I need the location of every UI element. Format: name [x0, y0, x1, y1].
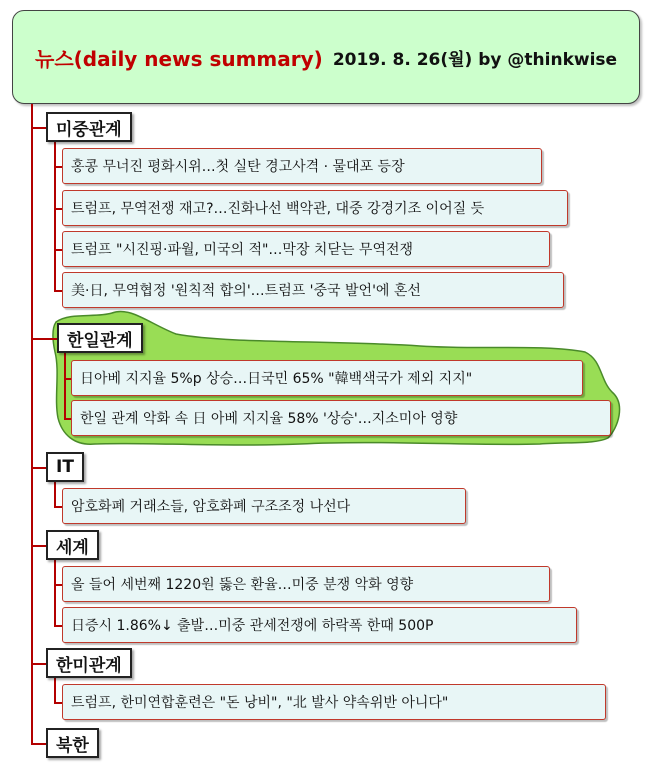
connector-item-0-0 — [54, 166, 62, 168]
category-us-china[interactable]: 미중관계 — [46, 112, 132, 142]
connector-item-0-3 — [54, 290, 62, 292]
category-north-korea[interactable]: 북한 — [46, 728, 99, 758]
connector-item-2-0 — [54, 506, 62, 508]
connector-item-3-1 — [54, 625, 62, 627]
topic-item[interactable]: 日아베 지지율 5%p 상승…日국민 65% "韓백색국가 제외 지지" — [71, 360, 583, 396]
category-it[interactable]: IT — [46, 452, 84, 482]
category-korea-us[interactable]: 한미관계 — [46, 648, 132, 678]
topic-item[interactable]: 美·日, 무역협정 '원칙적 합의'…트럼프 '중국 발언'에 혼선 — [62, 272, 564, 308]
title-meta: 2019. 8. 26(월) by @thinkwise — [332, 49, 618, 70]
title-news: 뉴스(daily news summary) — [35, 46, 323, 71]
sub-spine-3 — [54, 560, 56, 626]
connector-item-1-0 — [64, 378, 71, 380]
connector-cat-2 — [31, 467, 46, 469]
topic-item[interactable]: 트럼프 "시진핑·파월, 미국의 적"…막장 치닫는 무역전쟁 — [62, 231, 550, 267]
topic-item[interactable]: 암호화폐 거래소들, 암호화폐 구조조정 나선다 — [62, 488, 466, 524]
connector-cat-4 — [31, 663, 46, 665]
connector-item-1-1 — [64, 418, 71, 420]
connector-cat-1 — [31, 338, 57, 340]
connector-cat-5 — [31, 743, 46, 745]
topic-item[interactable]: 트럼프, 한미연합훈련은 "돈 낭비", "北 발사 약속위반 아니다" — [62, 684, 606, 720]
connector-item-4-0 — [54, 702, 62, 704]
category-korea-japan[interactable]: 한일관계 — [57, 323, 143, 353]
main-spine — [31, 104, 33, 744]
sub-spine-2 — [54, 481, 56, 507]
sub-spine-4 — [54, 677, 56, 703]
connector-cat-3 — [31, 545, 46, 547]
connector-cat-0 — [31, 127, 46, 129]
topic-item[interactable]: 올 들어 세번째 1220원 뚫은 환율…미중 분쟁 악화 영향 — [62, 566, 550, 602]
sub-spine-0 — [54, 141, 56, 291]
connector-item-0-2 — [54, 249, 62, 251]
connector-item-0-1 — [54, 208, 62, 210]
topic-item[interactable]: 日증시 1.86%↓ 출발…미중 관세전쟁에 하락폭 한때 500P — [62, 607, 577, 643]
topic-item[interactable]: 홍콩 무너진 평화시위…첫 실탄 경고사격 · 물대포 등장 — [62, 148, 542, 184]
category-world[interactable]: 세계 — [46, 530, 99, 560]
sub-spine-1 — [64, 353, 66, 419]
topic-item[interactable]: 트럼프, 무역전쟁 재고?…진화나선 백악관, 대중 강경기조 이어질 듯 — [62, 190, 568, 226]
connector-item-3-0 — [54, 584, 62, 586]
topic-item[interactable]: 한일 관계 악화 속 日 아베 지지율 58% '상승'…지소미아 영향 — [71, 400, 611, 436]
